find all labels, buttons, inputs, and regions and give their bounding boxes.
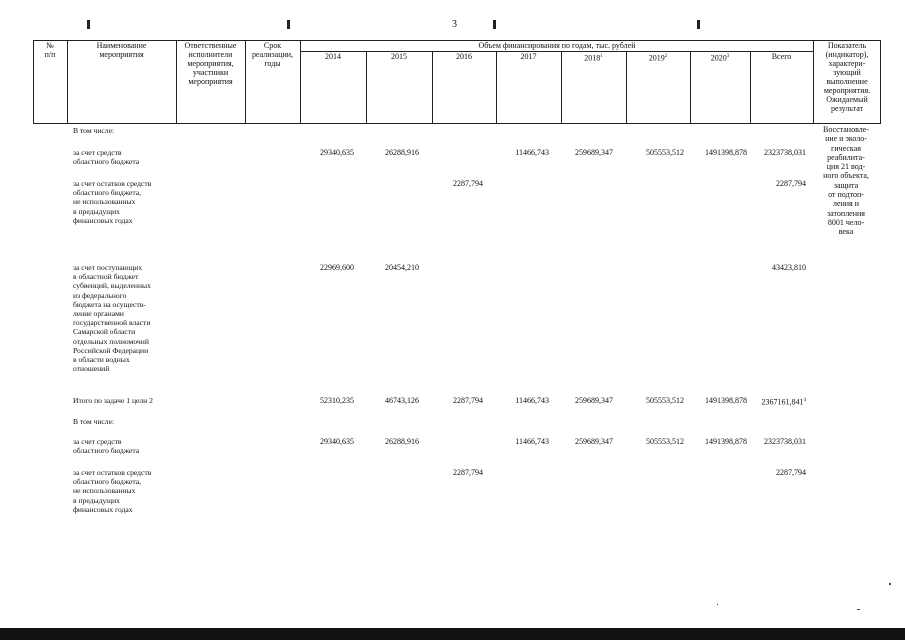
row-label: за счет остатков средств областного бюджета, не использованных в предыдущих финансовых годах — [73, 468, 152, 514]
cell-value: 2287,794 — [776, 468, 806, 477]
binding-mark — [287, 20, 290, 29]
footnote-mark: 2 — [664, 54, 668, 59]
cell-value: 259689,347 — [575, 396, 613, 405]
cell-value: 29340,635 — [320, 148, 354, 157]
row-label: за счет средств областного бюджета — [73, 437, 140, 456]
footnote-mark: 1 — [600, 54, 603, 59]
scan-speck — [857, 609, 860, 610]
scan-speck — [717, 604, 718, 605]
binding-mark — [493, 20, 496, 29]
cell-value: 2323738,031 — [764, 148, 806, 157]
cell-value: 43423,810 — [772, 263, 806, 272]
cell-value: 2287,794 — [453, 468, 483, 477]
year-header: Всего — [771, 52, 792, 61]
cell-value: 2323738,031 — [764, 437, 806, 446]
binding-mark — [87, 20, 90, 29]
page-number: 3 — [452, 19, 457, 30]
cell-value: 20454,210 — [385, 263, 419, 272]
cell-value: 29340,635 — [320, 437, 354, 446]
row-label: за счет поступающих в областной бюджет субвенций, выделенных из федерального бюджета на осуществ- ление органами государственной власти Самарской области отдельных полномочий Российской Федерации в области водных отношений — [73, 263, 151, 374]
cell-value: 1491398,878 — [705, 396, 747, 405]
header-funding: Объем финансирования по годам, тыс. рублей — [478, 41, 636, 50]
cell-value: 505553,512 — [646, 437, 684, 446]
cell-value: 2287,794 — [776, 179, 806, 188]
cell-value: 259689,347 — [575, 437, 613, 446]
cell-value: 52310,235 — [320, 396, 354, 405]
scan-edge-bar — [0, 628, 905, 640]
cell-value: 46743,126 — [385, 396, 419, 405]
year-header: 2018$^1$ — [584, 53, 603, 63]
indicator-text: Восстановле- ние и эколо- гическая реабилита- ция 21 вод- ного объекта, защита от подтоп- ления и затопления 8001 чело- века — [823, 125, 869, 237]
cell-value: 11466,743 — [515, 437, 549, 446]
row-label: В том числе: — [73, 126, 115, 135]
cell-value: 1491398,878 — [705, 148, 747, 157]
cell-value: 22969,600 — [320, 263, 354, 272]
cell-value: 505553,512 — [646, 148, 684, 157]
cell-value: 1491398,878 — [705, 437, 747, 446]
binding-mark — [697, 20, 700, 29]
cell-value: 26288,916 — [385, 148, 419, 157]
cell-value: 11466,743 — [515, 148, 549, 157]
year-header: 2016 — [456, 52, 472, 61]
row-label: Итого по задаче 1 цели 2 — [73, 396, 153, 405]
cell-value: 2287,794 — [453, 396, 483, 405]
cell-value: 259689,347 — [575, 148, 613, 157]
footnote-mark: 4 — [803, 398, 806, 403]
row-label: В том числе: — [73, 417, 115, 426]
header-term: Срок реализации, годы — [251, 41, 294, 68]
scan-speck — [889, 583, 891, 585]
header-name: Наименование мероприятия — [96, 41, 147, 59]
cell-value: 505553,512 — [646, 396, 684, 405]
year-header: 2017 — [520, 52, 537, 61]
header-indicator: Показатель (индикатор), характери- зующий выполнение мероприятия. Ожидаемый результат — [823, 41, 871, 113]
cell-value: 2367161,841$^4$ — [761, 397, 806, 407]
row-label: за счет остатков средств областного бюджета, не использованных в предыдущих финансовых годах — [73, 179, 152, 225]
cell-value: 11466,743 — [515, 396, 549, 405]
header-number: № п/п — [44, 41, 56, 59]
year-header: 2019$^2$ — [648, 53, 668, 63]
cell-value: 2287,794 — [453, 179, 483, 188]
cell-value: 26288,916 — [385, 437, 419, 446]
year-header: 2020$^3$ — [710, 53, 730, 63]
row-label: за счет средств областного бюджета — [73, 148, 140, 167]
header-executors: Ответственные исполнители мероприятия, участники мероприятия — [184, 41, 237, 86]
year-header: 2014 — [325, 52, 341, 61]
year-header: 2015 — [391, 52, 407, 61]
footnote-mark: 3 — [726, 54, 730, 59]
